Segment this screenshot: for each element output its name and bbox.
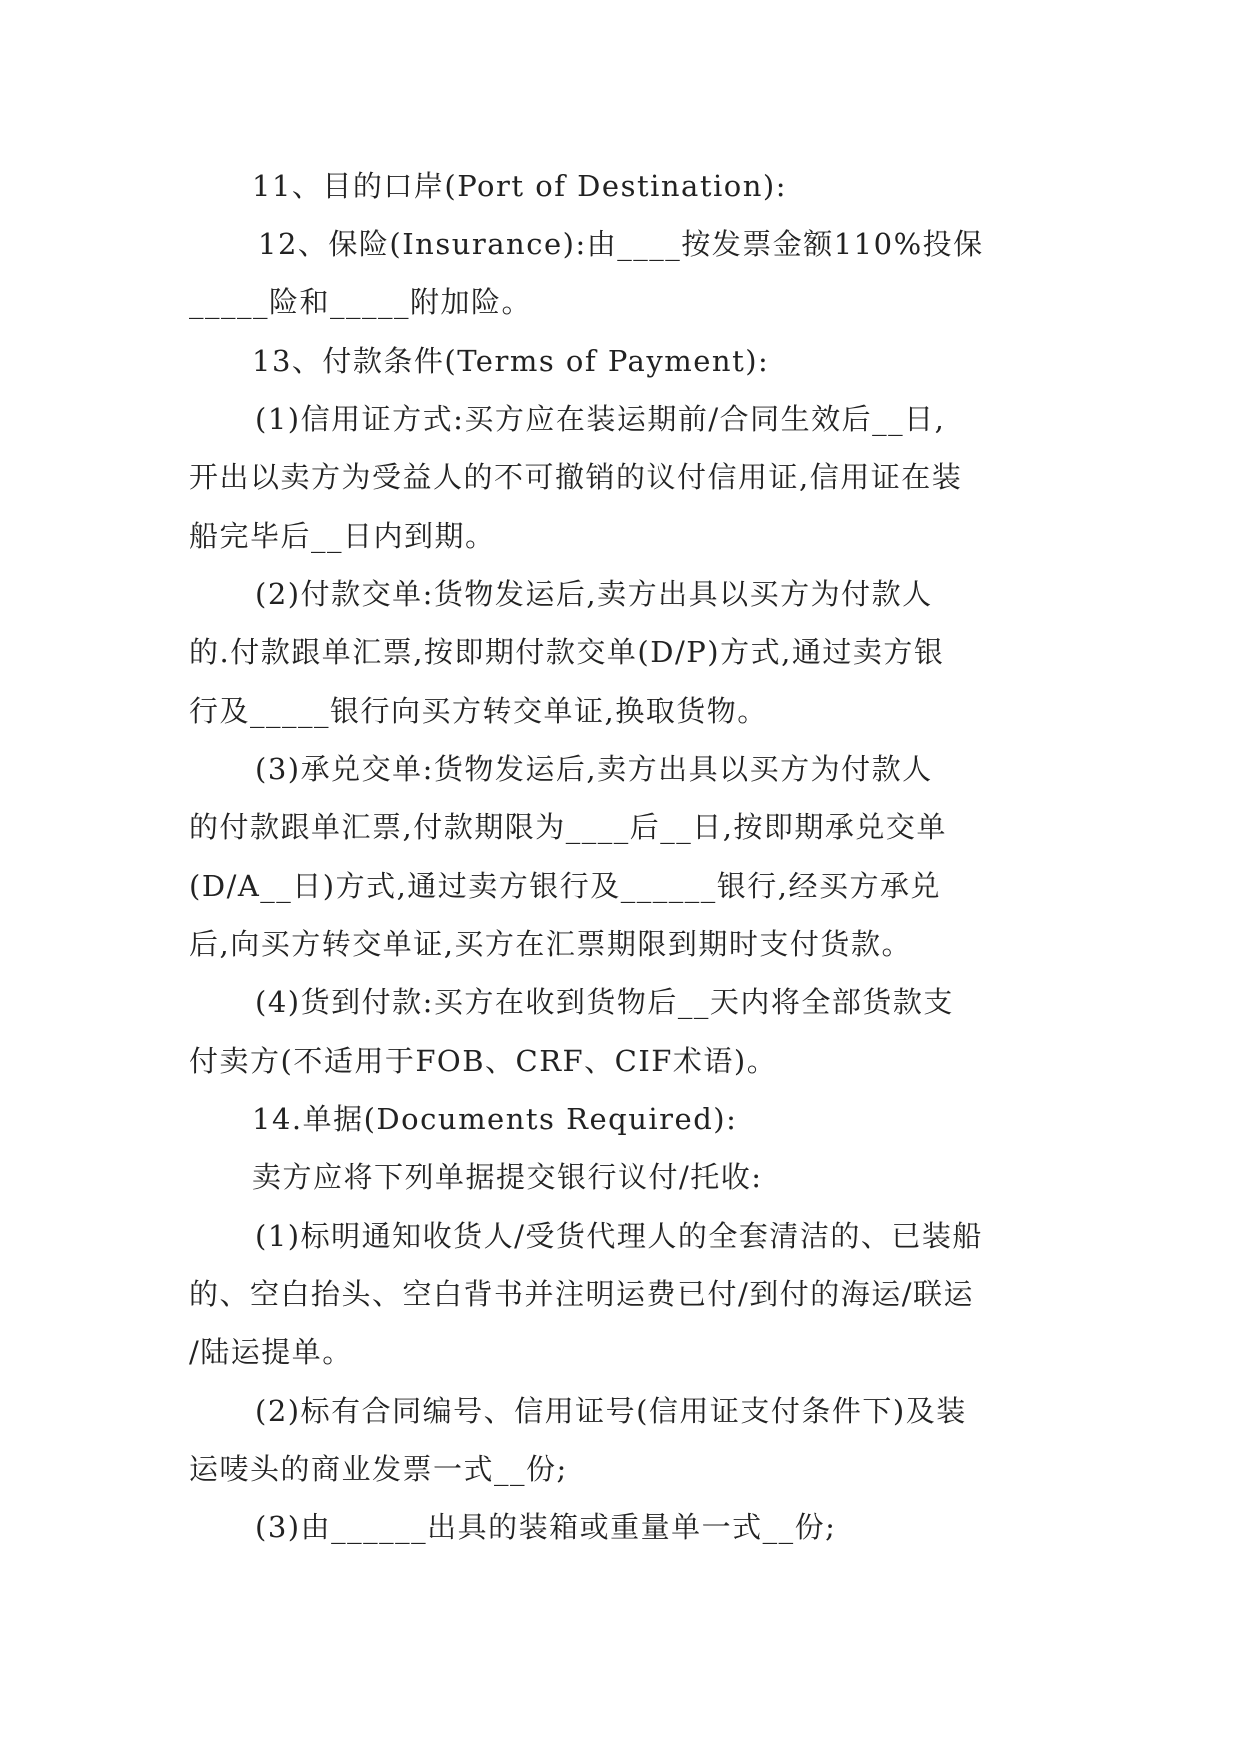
payment-cod-line-2: 付卖方(不适用于FOB、CRF、CIF术语)。 xyxy=(189,1044,778,1078)
payment-dp-line-2: 的.付款跟单汇票,按即期付款交单(D/P)方式,通过卖方银 xyxy=(189,635,945,669)
documents-item-3-line-1: (3)由______出具的装箱或重量单一式__份; xyxy=(255,1510,837,1544)
documents-item-2-line-1: (2)标有合同编号、信用证号(信用证支付条件下)及装 xyxy=(255,1394,967,1428)
payment-dp-line-1: (2)付款交单:货物发运后,卖方出具以买方为付款人 xyxy=(255,577,933,611)
payment-lc-line-2: 开出以卖方为受益人的不可撤销的议付信用证,信用证在装 xyxy=(189,460,963,494)
documents-item-2-line-2: 运唛头的商业发票一式__份; xyxy=(189,1452,568,1486)
payment-cod-line-1: (4)货到付款:买方在收到货物后__天内将全部货款支 xyxy=(255,985,954,1019)
payment-da-line-2: 的付款跟单汇票,付款期限为____后__日,按即期承兑交单 xyxy=(189,810,947,844)
payment-da-line-1: (3)承兑交单:货物发运后,卖方出具以买方为付款人 xyxy=(255,752,933,786)
documents-item-1-line-2: 的、空白抬头、空白背书并注明运费已付/到付的海运/联运 xyxy=(189,1277,975,1311)
documents-item-1-line-1: (1)标明通知收货人/受货代理人的全套清洁的、已装船 xyxy=(255,1219,983,1253)
payment-da-line-3: (D/A__日)方式,通过卖方银行及______银行,经买方承兑 xyxy=(189,869,942,903)
payment-lc-line-1: (1)信用证方式:买方应在装运期前/合同生效后__日, xyxy=(255,402,946,436)
payment-da-line-4: 后,向买方转交单证,买方在汇票期限到期时支付货款。 xyxy=(189,927,912,961)
payment-dp-line-3: 行及_____银行向买方转交单证,换取货物。 xyxy=(189,694,768,728)
payment-lc-line-3: 船完毕后__日内到期。 xyxy=(189,519,496,553)
clause-11-port-of-destination: 11、目的口岸(Port of Destination): xyxy=(252,169,787,203)
clause-14-documents-required: 14.单据(Documents Required): xyxy=(252,1102,738,1136)
clause-13-terms-of-payment: 13、付款条件(Terms of Payment): xyxy=(252,344,770,378)
documents-item-1-line-3: /陆运提单。 xyxy=(189,1335,353,1369)
documents-intro: 卖方应将下列单据提交银行议付/托收: xyxy=(252,1160,763,1194)
clause-12-insurance-cont: _____险和_____附加险。 xyxy=(189,285,533,319)
clause-12-insurance: 12、保险(Insurance):由____按发票金额110%投保 xyxy=(258,227,984,261)
